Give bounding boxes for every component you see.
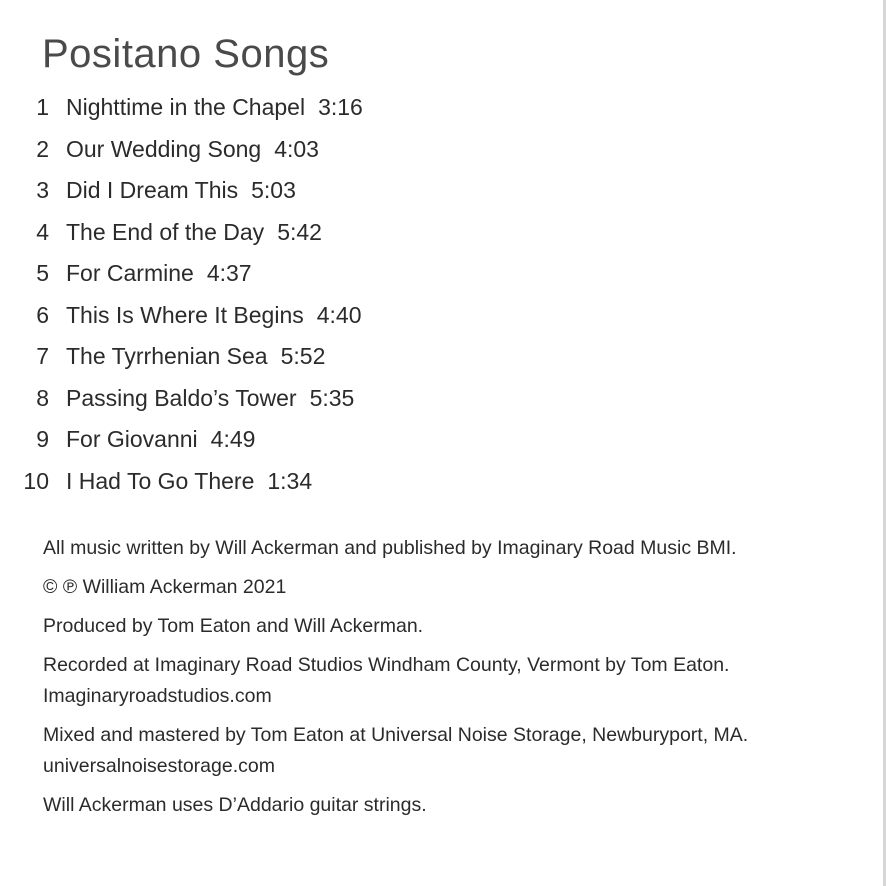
track-item: [0, 295, 363, 337]
credit-recorded-text: Recorded at Imaginary Road Studios Windham County, Vermont by Tom Eaton.: [43, 654, 730, 676]
track-title: Did I Dream This: [66, 177, 239, 203]
track-number: 8: [36, 384, 49, 411]
credit-mixed-url: universalnoisestorage.com: [43, 755, 275, 777]
track-number: 9: [36, 426, 49, 452]
track-item: [0, 129, 363, 171]
credit-written: All music written by Will Ackerman and published by Imaginary Road Music BMI.: [43, 537, 737, 559]
track-item: [0, 378, 363, 420]
track-title: Our Wedding Song: [66, 135, 262, 162]
track-title: This Is Where It Begins: [66, 301, 304, 328]
track-number: 2: [36, 135, 49, 162]
track-number: 3: [36, 177, 49, 203]
track-duration: 3:16: [318, 94, 363, 120]
track-duration: 4:49: [210, 426, 256, 452]
credit-mixed-text: Mixed and mastered by Tom Eaton at Universal Noise Storage, Newburyport, MA.: [43, 724, 749, 746]
track-duration: 5:35: [309, 384, 355, 411]
track-duration: 5:42: [277, 218, 322, 245]
track-duration: 4:37: [206, 260, 252, 286]
track-number: 4: [36, 218, 49, 245]
track-item: [0, 170, 363, 212]
track-duration: 4:40: [316, 301, 362, 328]
track-title: For Giovanni: [66, 426, 198, 452]
credit-recorded: [43, 650, 873, 712]
track-title: For Carmine: [66, 260, 194, 286]
album-title: Positano Songs: [42, 32, 330, 76]
track-item: [0, 461, 363, 503]
track-number: 7: [36, 343, 49, 369]
track-number: 6: [36, 301, 49, 328]
credits: [43, 533, 873, 829]
track-number: 10: [23, 467, 49, 494]
track-duration: 5:03: [251, 177, 296, 203]
tracklist: [0, 87, 363, 502]
track-item: [0, 87, 363, 129]
track-item: [0, 212, 363, 254]
track-title: Nighttime in the Chapel: [66, 94, 306, 120]
track-duration: 5:52: [280, 343, 326, 369]
track-item: [0, 336, 363, 378]
track-item: [0, 253, 363, 295]
track-number: 5: [36, 260, 49, 286]
track-number: 1: [36, 94, 49, 120]
credit-copyright: © ℗ William Ackerman 2021: [43, 576, 287, 598]
track-duration: 4:03: [274, 135, 319, 162]
track-title: I Had To Go There: [66, 467, 255, 494]
track-duration: 1:34: [267, 467, 313, 494]
credit-strings: Will Ackerman uses D’Addario guitar strings.: [43, 794, 427, 816]
track-title: Passing Baldo’s Tower: [66, 384, 297, 411]
credit-mixed: [43, 720, 873, 782]
credit-produced: Produced by Tom Eaton and Will Ackerman.: [43, 615, 424, 637]
track-title: The End of the Day: [66, 218, 265, 245]
credit-recorded-url: Imaginaryroadstudios.com: [43, 685, 272, 707]
track-title: The Tyrrhenian Sea: [66, 343, 268, 369]
track-item: [0, 419, 363, 461]
